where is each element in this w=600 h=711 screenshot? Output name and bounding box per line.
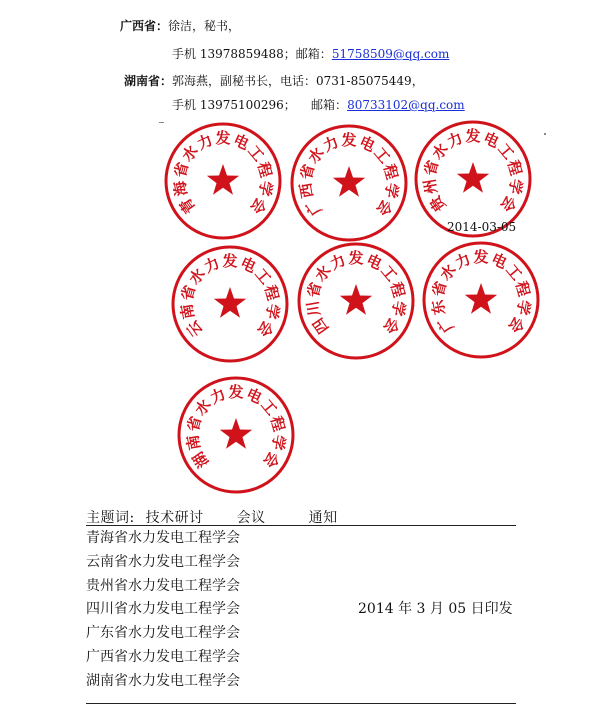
- recipient-item: 青海省水力发电工程学会: [86, 530, 240, 546]
- svg-text:力: 力: [452, 249, 474, 273]
- subject-keyword-2: 会议: [236, 510, 266, 526]
- recipient-item: 广西省水力发电工程学会: [86, 648, 240, 665]
- svg-text:工: 工: [251, 264, 275, 288]
- official-seal: [166, 124, 280, 238]
- svg-text:电: 电: [243, 384, 265, 408]
- svg-text:力: 力: [444, 128, 466, 152]
- svg-text:云: 云: [183, 317, 207, 340]
- email-link-guangxi[interactable]: 51758509@qq.com: [331, 47, 450, 61]
- svg-text:会: 会: [504, 313, 528, 336]
- svg-text:学: 学: [388, 299, 409, 318]
- contact-hunan-phone: 手机 13975100296； 邮箱：: [172, 98, 348, 112]
- svg-text:学: 学: [505, 177, 526, 196]
- svg-text:东: 东: [428, 298, 449, 317]
- svg-text:省: 省: [420, 158, 443, 178]
- svg-text:学: 学: [381, 181, 402, 200]
- contact-hunan-person: 郭海燕，副秘书长，电话：0731-85075449，: [172, 74, 424, 88]
- date-stamp: 2014-03-05: [447, 220, 517, 234]
- svg-text:青: 青: [176, 194, 200, 217]
- subject-keyword-1: 技术研讨: [145, 510, 204, 526]
- svg-text:力: 力: [320, 132, 342, 156]
- svg-text:发: 发: [473, 248, 489, 266]
- svg-text:广: 广: [302, 196, 326, 219]
- svg-text:电: 电: [488, 249, 510, 273]
- svg-text:力: 力: [207, 384, 229, 408]
- svg-text:程: 程: [511, 279, 534, 299]
- svg-text:会: 会: [372, 196, 396, 219]
- svg-text:发: 发: [341, 131, 357, 149]
- recipient-list: [86, 527, 240, 694]
- svg-text:省: 省: [303, 280, 326, 300]
- svg-text:工: 工: [370, 143, 394, 167]
- official-seal: [416, 122, 530, 236]
- svg-text:水: 水: [185, 264, 209, 288]
- svg-text:省: 省: [170, 160, 193, 180]
- svg-text:发: 发: [215, 129, 231, 147]
- svg-text:省: 省: [428, 279, 451, 299]
- svg-text:工: 工: [502, 260, 526, 284]
- svg-text:贵: 贵: [426, 192, 450, 215]
- svg-text:学: 学: [268, 433, 289, 452]
- official-seal: [173, 247, 287, 361]
- bottom-divider: [86, 703, 516, 704]
- svg-text:发: 发: [228, 383, 244, 401]
- official-seal: [179, 378, 293, 492]
- svg-text:水: 水: [304, 143, 328, 167]
- svg-text:省: 省: [296, 162, 319, 182]
- svg-text:程: 程: [386, 280, 409, 300]
- svg-text:水: 水: [178, 141, 202, 165]
- province-label-hunan: 湖南省：: [124, 74, 173, 88]
- svg-text:发: 发: [222, 252, 238, 270]
- svg-text:水: 水: [311, 261, 335, 285]
- recipient-item: 广东省水力发电工程学会: [86, 625, 240, 642]
- svg-text:会: 会: [259, 448, 283, 471]
- svg-text:工: 工: [257, 395, 281, 419]
- recipient-item: 贵州省水力发电工程学会: [86, 577, 240, 594]
- svg-text:电: 电: [356, 132, 378, 156]
- svg-text:程: 程: [503, 158, 526, 178]
- svg-text:南: 南: [183, 433, 204, 452]
- svg-text:水: 水: [428, 139, 452, 163]
- official-seal: [424, 243, 538, 357]
- svg-text:川: 川: [303, 299, 324, 318]
- svg-text:会: 会: [246, 194, 270, 217]
- svg-text:四: 四: [309, 314, 333, 337]
- svg-text:广: 广: [434, 313, 458, 336]
- svg-text:程: 程: [253, 160, 276, 180]
- svg-text:程: 程: [379, 162, 402, 182]
- subject-label: 主题词:: [86, 510, 135, 526]
- svg-text:省: 省: [177, 283, 200, 303]
- svg-text:工: 工: [494, 139, 518, 163]
- svg-text:水: 水: [436, 260, 460, 284]
- svg-text:会: 会: [253, 317, 277, 340]
- official-seal: [299, 244, 413, 358]
- svg-text:西: 西: [296, 181, 317, 200]
- svg-text:发: 发: [348, 249, 364, 267]
- svg-text:力: 力: [194, 130, 216, 154]
- svg-text:工: 工: [244, 141, 268, 165]
- svg-text:海: 海: [170, 179, 191, 198]
- subject-line: [86, 507, 338, 527]
- recipient-item: 四川省水力发电工程学会: [86, 601, 240, 618]
- email-link-hunan[interactable]: 80733102@qq.com: [347, 98, 465, 112]
- svg-text:会: 会: [379, 314, 403, 337]
- svg-text:学: 学: [255, 179, 276, 198]
- svg-text:力: 力: [327, 250, 349, 274]
- issue-date: 2014 年 3 月 05 日印发: [358, 601, 513, 617]
- svg-text:发: 发: [465, 127, 481, 145]
- recipient-item: 湖南省水力发电工程学会: [86, 672, 240, 689]
- contact-guangxi-phone: 手机 13978859488；邮箱：: [172, 47, 332, 61]
- recipient-item: 云南省水力发电工程学会: [86, 553, 240, 570]
- svg-text:力: 力: [201, 253, 223, 277]
- svg-text:电: 电: [230, 130, 252, 154]
- svg-text:水: 水: [191, 395, 215, 419]
- svg-text:程: 程: [266, 414, 289, 434]
- subject-keyword-3: 通知: [308, 510, 338, 526]
- svg-text:南: 南: [177, 302, 198, 321]
- contact-guangxi-person: 徐洁，秘书，: [168, 19, 241, 33]
- svg-text:学: 学: [262, 302, 283, 321]
- svg-text:程: 程: [260, 283, 283, 303]
- subject-divider: [86, 525, 516, 526]
- svg-text:学: 学: [513, 298, 534, 317]
- svg-text:电: 电: [237, 253, 259, 277]
- svg-text:州: 州: [420, 177, 441, 196]
- svg-text:工: 工: [377, 261, 401, 285]
- svg-text:湖: 湖: [189, 448, 213, 471]
- province-label-guangxi: 广西省：: [120, 19, 169, 33]
- svg-text:电: 电: [363, 250, 385, 274]
- official-seal: [292, 126, 406, 240]
- svg-text:会: 会: [496, 192, 520, 215]
- svg-text:省: 省: [183, 414, 206, 434]
- svg-text:电: 电: [480, 128, 502, 152]
